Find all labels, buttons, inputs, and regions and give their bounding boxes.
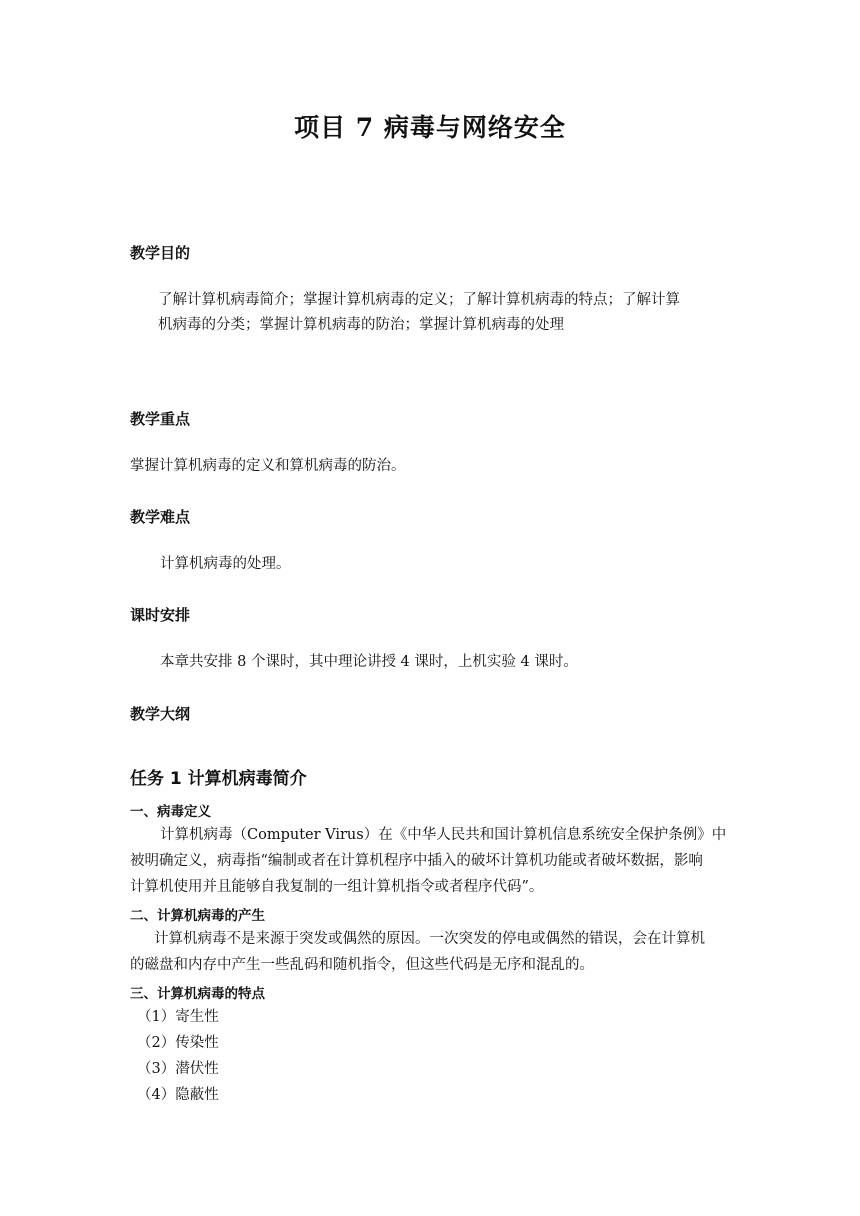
origin-line: 计算机病毒不是来源于突发或偶然的原因。一次突发的停电或偶然的错误，会在计算机 bbox=[154, 931, 705, 947]
section-heading-outline: 教学大纲 bbox=[130, 705, 191, 723]
feature-item: （2）传染性 bbox=[137, 1035, 219, 1051]
section-heading-difficulty: 教学难点 bbox=[130, 508, 191, 526]
feature-item: （4）隐蔽性 bbox=[137, 1087, 219, 1103]
schedule-text: 本章共安排 8 个课时，其中理论讲授 4 课时，上机实验 4 课时。 bbox=[160, 654, 578, 670]
feature-item: （3）潜伏性 bbox=[137, 1061, 219, 1077]
objective-line: 了解计算机病毒简介；掌握计算机病毒的定义；了解计算机病毒的特点；了解计算 bbox=[158, 292, 680, 308]
section-heading-focus: 教学重点 bbox=[130, 410, 191, 428]
subheading-definition: 一、病毒定义 bbox=[130, 804, 211, 820]
subheading-origin: 二、计算机病毒的产生 bbox=[130, 908, 265, 924]
origin-line: 的磁盘和内存中产生一些乱码和随机指令，但这些代码是无序和混乱的。 bbox=[130, 957, 594, 973]
subheading-features: 三、计算机病毒的特点 bbox=[130, 986, 265, 1002]
definition-line: 被明确定义，病毒指“编制或者在计算机程序中插入的破坏计算机功能或者破坏数据，影响 bbox=[130, 853, 703, 869]
definition-line: 计算机病毒（Computer Virus）在《中华人民共和国计算机信息系统安全保护条例》中 bbox=[160, 827, 727, 843]
feature-item: （1）寄生性 bbox=[137, 1009, 219, 1025]
difficulty-text: 计算机病毒的处理。 bbox=[160, 556, 291, 572]
focus-text: 掌握计算机病毒的定义和算机病毒的防治。 bbox=[130, 458, 406, 474]
objective-line: 机病毒的分类；掌握计算机病毒的防治；掌握计算机病毒的处理 bbox=[158, 317, 564, 333]
definition-line: 计算机使用并且能够自我复制的一组计算机指令或者程序代码”。 bbox=[130, 879, 544, 895]
page-title: 项目 7 病毒与网络安全 bbox=[294, 113, 566, 142]
section-heading-schedule: 课时安排 bbox=[130, 606, 191, 624]
section-heading-objective: 教学目的 bbox=[130, 244, 191, 262]
task-heading: 任务 1 计算机病毒简介 bbox=[130, 769, 307, 789]
